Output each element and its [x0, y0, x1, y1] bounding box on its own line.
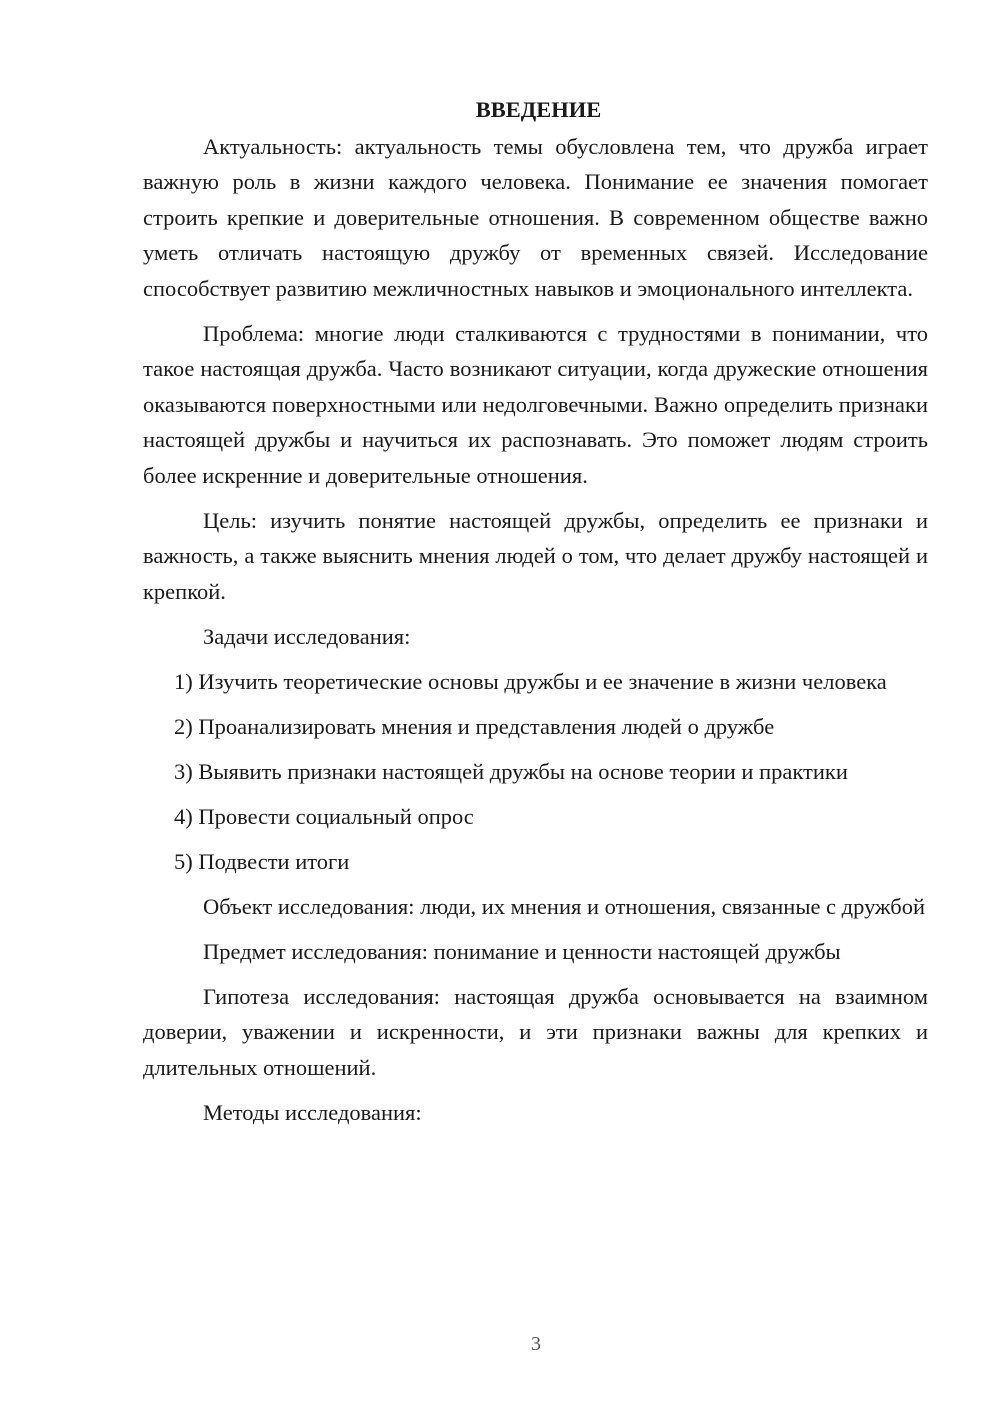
task-item-5: 5) Подвести итоги — [174, 848, 350, 874]
task-item-1: 1) Изучить теоретические основы дружбы и ее значение в жизни человека — [174, 668, 887, 694]
task-item-3: 3) Выявить признаки настоящей дружбы на основе теории и практики — [174, 758, 848, 784]
page-content — [143, 92, 928, 1140]
problem-paragraph: Проблема: многие люди сталкиваются с трудностями в понимании, что такое настоящая дружба. Часто возникают ситуации, когда дружеские отношения оказываются поверхностными или недолговечными. Важно определить признаки настоящей дружбы и научиться их распознавать. Это поможет людям строить более искренние и доверительные отношения. — [143, 320, 928, 488]
tasks-heading: Задачи исследования: — [203, 623, 411, 649]
subject-paragraph: Предмет исследования: понимание и ценности настоящей дружбы — [203, 938, 841, 964]
object-paragraph: Объект исследования: люди, их мнения и отношения, связанные с дружбой — [203, 893, 926, 919]
relevance-paragraph: Актуальность: актуальность темы обусловлена тем, что дружба играет важную роль в жизни каждого человека. Понимание ее значения помогает строить крепкие и доверительные отношения. В современном обществе важно уметь отличать настоящую дружбу от временных связей. Исследование способствует развитию межличностных навыков и эмоционального интеллекта. — [143, 133, 928, 301]
page-number: 3 — [531, 1333, 541, 1355]
goal-paragraph: Цель: изучить понятие настоящей дружбы, определить ее признаки и важность, а также выяснить мнения людей о том, что делает дружбу настоящей и крепкой. — [143, 507, 928, 604]
task-item-2: 2) Проанализировать мнения и представления людей о дружбе — [174, 713, 775, 739]
methods-heading: Методы исследования: — [203, 1099, 422, 1125]
hypothesis-paragraph: Гипотеза исследования: настоящая дружба основывается на взаимном доверии, уважении и искренности, и эти признаки важны для крепких и длительных отношений. — [143, 983, 928, 1080]
task-item-4: 4) Провести социальный опрос — [174, 803, 474, 829]
page-title: ВВЕДЕНИЕ — [475, 97, 602, 122]
